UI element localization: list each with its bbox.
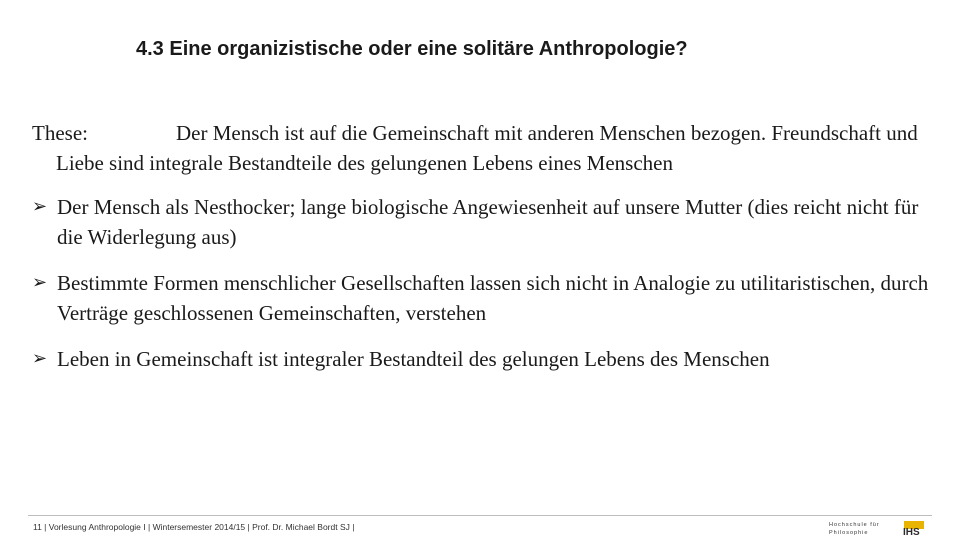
arrow-bullet-icon: ➢ — [32, 196, 48, 217]
footer-text: 11 | Vorlesung Anthropologie I | Wintersemester 2014/15 | Prof. Dr. Michael Bordt SJ | — [33, 522, 355, 532]
bullet-item — [32, 344, 947, 374]
arrow-bullet-icon: ➢ — [32, 272, 48, 293]
thesis-label: These: — [32, 121, 88, 145]
slide-title: 4.3 Eine organizistische oder eine solitäre Anthropologie? — [136, 38, 688, 60]
arrow-bullet-icon: ➢ — [32, 348, 48, 369]
school-name-line1: Hochschule für — [829, 522, 880, 528]
school-name-line2: Philosophie — [829, 530, 869, 536]
slide-content — [32, 118, 947, 390]
ihs-logo-icon — [900, 521, 928, 538]
school-name — [829, 521, 899, 537]
thesis-paragraph — [32, 118, 947, 178]
bullet-text: Bestimmte Formen menschlicher Gesellschaften lassen sich nicht in Analogie zu utilitaristischen, durch Verträge geschlossenen Gemeinschaften, verstehen — [57, 271, 929, 325]
bullet-text: Leben in Gemeinschaft ist integraler Bestandteil des gelungen Lebens des Menschen — [57, 347, 770, 371]
logo-text: IHS — [903, 527, 920, 538]
footer-divider — [28, 515, 932, 516]
bullet-item — [32, 268, 947, 328]
bullet-text: Der Mensch als Nesthocker; lange biologische Angewiesenheit auf unsere Mutter (dies reicht nicht für die Widerlegung aus) — [57, 195, 919, 249]
thesis-text: Der Mensch ist auf die Gemeinschaft mit anderen Menschen bezogen. Freundschaft und Liebe sind integrale Bestandteile des gelungenen Lebens eines Menschen — [56, 121, 918, 175]
bullet-item — [32, 192, 947, 252]
